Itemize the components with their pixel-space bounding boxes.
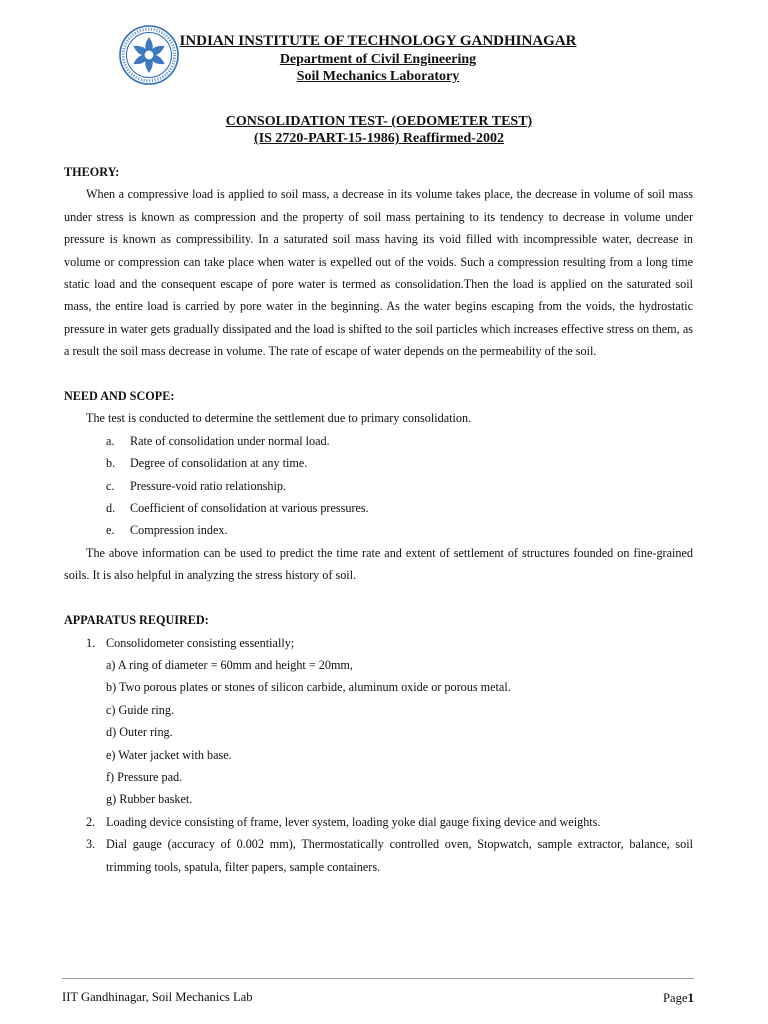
- need-scope-list: [64, 430, 693, 542]
- theory-paragraph: When a compressive load is applied to soil mass, a decrease in its volume takes place, the decrease in volume of soil mass under stress is known as compression and the property of soil mass pertaining to its tendency to decrease in volume under pressure is known as compressibility. In a saturated soil mass having its void filled with incompressible water, decrease in volume or compression can take place when water is expelled out of the voids. Such a compression resulting from a long time static load and the consequent escape of pore water is termed as consolidation.Then the load is applied on the saturated soil mass, the entire load is carried by pore water in the beginning. As the water begins escaping from the voids, the hydrostatic pressure in water gets gradually dissipated and the load is shifted to the soil particles which increases effective stress on them, as a result the soil mass decrease in volume. The rate of escape of water depends on the permeability of the soil.: [64, 187, 693, 359]
- sub-list-item: d) Outer ring.: [106, 725, 173, 740]
- sub-list-item: c) Guide ring.: [106, 702, 175, 717]
- document-header: [150, 33, 606, 86]
- lab-name: Soil Mechanics Laboratory: [296, 69, 460, 84]
- sub-list-item: e) Water jacket with base.: [106, 747, 232, 762]
- page-label: Page: [663, 991, 688, 1005]
- list-item: [64, 632, 693, 811]
- list-item-text: Degree of consolidation at any time.: [130, 456, 308, 471]
- institute-name: INDIAN INSTITUTE OF TECHNOLOGY GANDHINAGAR: [179, 33, 577, 49]
- list-item: [64, 519, 693, 541]
- list-marker: 3.: [86, 837, 96, 852]
- need-scope-intro: The test is conducted to determine the settlement due to primary consolidation.: [86, 411, 472, 426]
- sub-list-item: b) Two porous plates or stones of silicon carbide, aluminum oxide or porous metal.: [106, 680, 511, 695]
- list-marker: 2.: [86, 814, 96, 829]
- list-marker: b.: [106, 456, 116, 471]
- page-number-value: 1: [687, 990, 694, 1005]
- consolidometer-parts-list: [106, 654, 693, 811]
- list-marker: e.: [106, 523, 115, 538]
- list-item: [64, 430, 693, 452]
- need-scope-heading: NEED AND SCOPE:: [64, 389, 175, 404]
- theory-heading: THEORY:: [64, 165, 120, 179]
- list-item-text: Dial gauge (accuracy of 0.002 mm), Thermostatically controlled oven, Stopwatch, sample extractor, balance, soil trimming tools, spatula, filter papers, sample containers.: [106, 837, 693, 874]
- list-item-text: Rate of consolidation under normal load.: [130, 433, 330, 448]
- sub-list-item: a) A ring of diameter = 60mm and height = 20mm,: [106, 657, 353, 672]
- page-footer: [62, 978, 694, 1005]
- list-item-text: Consolidometer consisting essentially;: [106, 635, 295, 650]
- footer-lab-name: IIT Gandhinagar, Soil Mechanics Lab: [62, 990, 253, 1004]
- title-line-2: (IS 2720-PART-15-1986) Reaffirmed-2002: [254, 131, 504, 146]
- list-item: [64, 475, 693, 497]
- sub-list-item: f) Pressure pad.: [106, 769, 183, 784]
- apparatus-list: [64, 632, 693, 878]
- department-name: Department of Civil Engineering: [279, 51, 477, 67]
- list-marker: 1.: [86, 635, 96, 650]
- apparatus-heading: APPARATUS REQUIRED:: [64, 613, 209, 628]
- list-item-text: Pressure-void ratio relationship.: [130, 478, 287, 493]
- list-item-text: Loading device consisting of frame, lever system, loading yoke dial gauge fixing device and weights.: [106, 814, 601, 829]
- page-number: [663, 990, 694, 1006]
- list-item-text: Compression index.: [130, 523, 228, 538]
- list-marker: d.: [106, 501, 116, 516]
- document-body: [64, 161, 693, 878]
- document-title: [150, 113, 608, 147]
- title-line-1: CONSOLIDATION TEST- (OEDOMETER TEST): [225, 114, 533, 129]
- list-marker: c.: [106, 478, 115, 493]
- list-item: [64, 497, 693, 519]
- sub-list-item: g) Rubber basket.: [106, 792, 193, 807]
- list-item: [64, 452, 693, 474]
- list-item: [64, 811, 693, 833]
- list-item: [64, 833, 693, 878]
- list-item-text: Coefficient of consolidation at various pressures.: [130, 501, 369, 516]
- need-scope-closing: The above information can be used to predict the time rate and extent of settlement of structures founded on fine-grained soils. It is also helpful in analyzing the stress history of soil.: [64, 545, 693, 583]
- list-marker: a.: [106, 433, 115, 448]
